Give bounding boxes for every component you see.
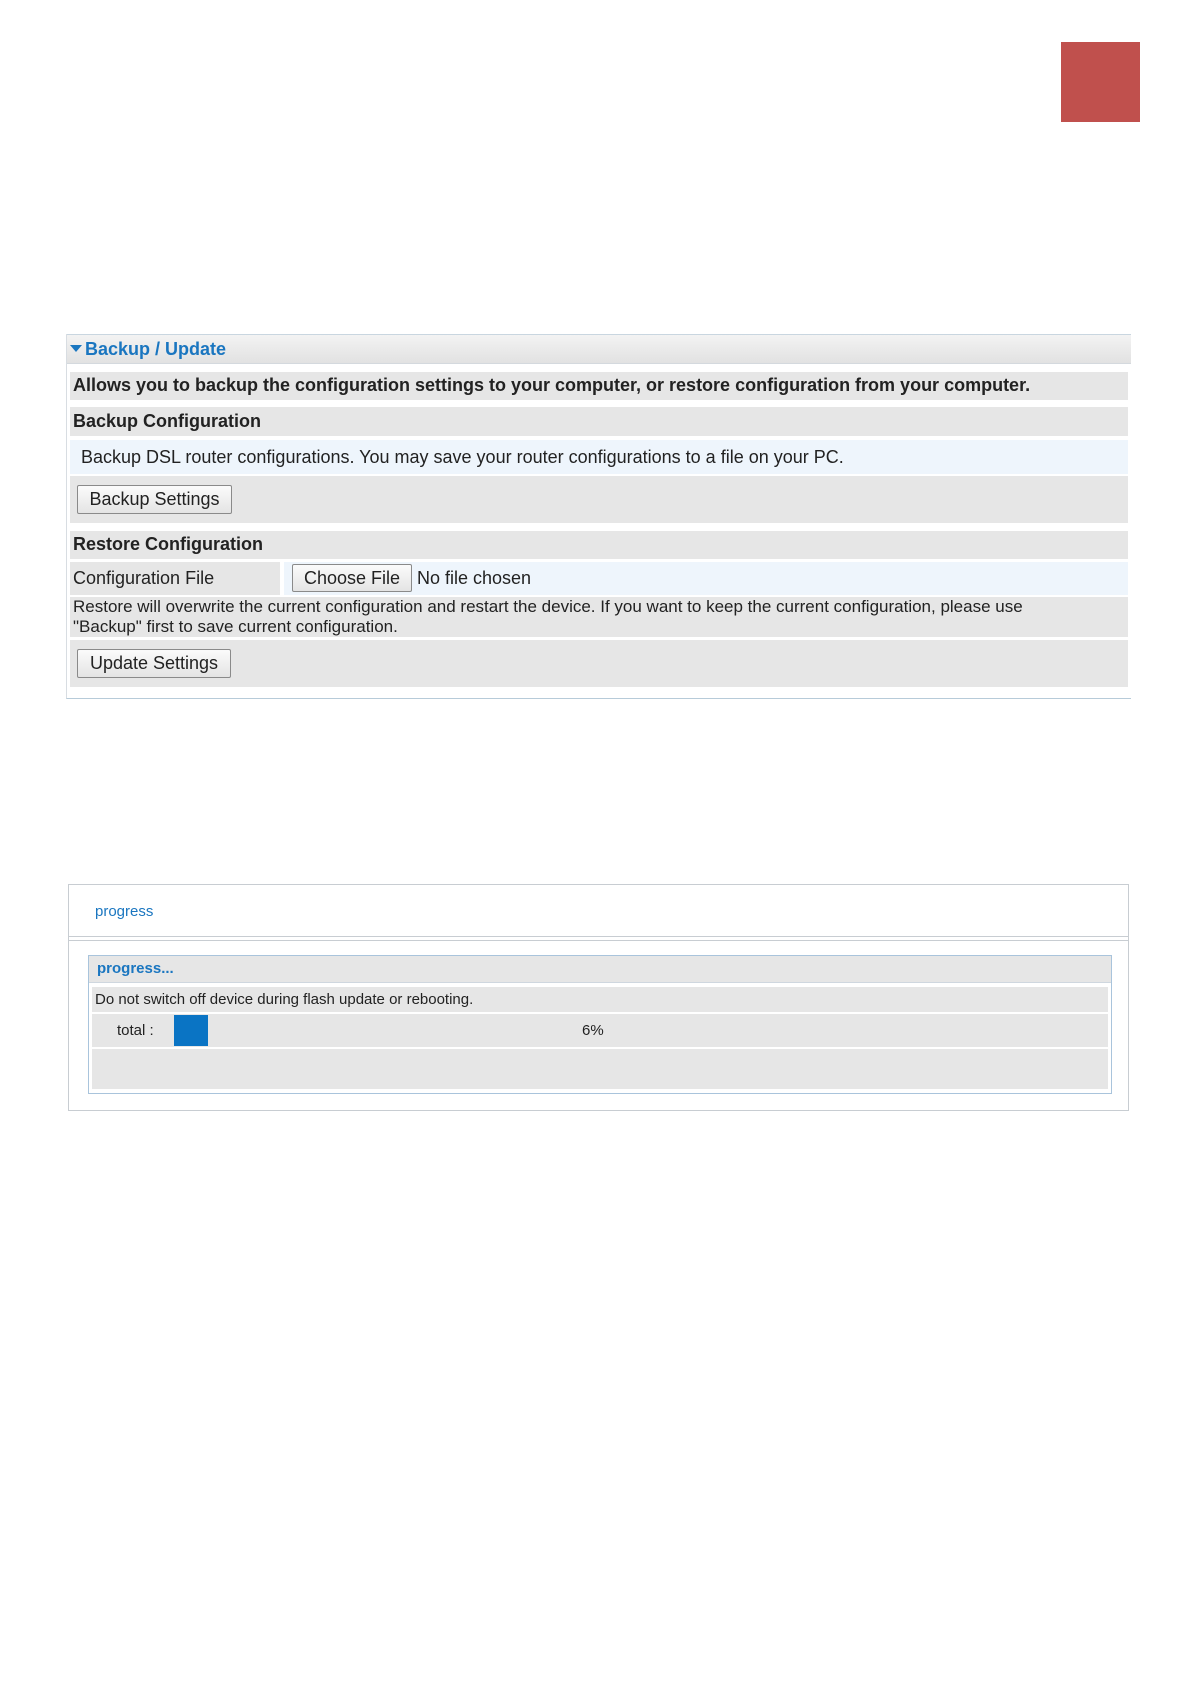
progress-bar-row (92, 1014, 1108, 1047)
warning-text: Do not switch off device during flash update or rebooting. (95, 991, 474, 1008)
backup-heading-row (70, 407, 1128, 436)
config-file-value-cell (284, 562, 1128, 595)
warning-row (92, 987, 1108, 1012)
progress-bar-fill (174, 1015, 208, 1046)
backup-description-row (70, 440, 1128, 474)
divider (69, 936, 1128, 937)
file-status-text: No file chosen (417, 568, 532, 588)
progress-panel (68, 884, 1129, 1111)
collapse-triangle-icon[interactable] (70, 345, 82, 352)
config-file-label: Configuration File (73, 568, 215, 588)
backup-description: Backup DSL router configurations. You may save your router configurations to a file on your PC. (81, 447, 844, 467)
total-label: total : (117, 1022, 154, 1039)
empty-row (92, 1049, 1108, 1089)
progress-bar-track (174, 1015, 594, 1046)
restore-note-line-2: "Backup" first to save current configuration. (73, 617, 398, 636)
restore-heading-row (70, 531, 1128, 559)
progress-inner-box (88, 955, 1112, 1094)
backup-settings-button[interactable]: Backup Settings (77, 485, 232, 514)
update-button-row (70, 640, 1128, 687)
progress-title: progress (95, 903, 154, 920)
backup-heading: Backup Configuration (73, 411, 261, 431)
panel-title: Backup / Update (85, 339, 227, 359)
divider (69, 940, 1128, 941)
restore-heading: Restore Configuration (73, 534, 264, 554)
progress-percent: 6% (582, 1022, 604, 1039)
progress-inner-header (89, 956, 1111, 983)
config-file-label-cell (70, 562, 280, 595)
page-corner-mark (1061, 42, 1140, 122)
restore-note-line-1: Restore will overwrite the current configuration and restart the device. If you want to keep the current configuration, please use (73, 597, 1023, 616)
update-settings-button[interactable]: Update Settings (77, 649, 231, 678)
backup-button-row (70, 476, 1128, 523)
restore-note-row (70, 597, 1128, 637)
progress-inner-title: progress... (97, 960, 174, 977)
choose-file-button[interactable]: Choose File (292, 564, 412, 592)
intro-text: Allows you to backup the configuration settings to your computer, or restore configuration from your computer. (73, 375, 1031, 395)
config-file-row (70, 562, 1128, 595)
intro-row (70, 372, 1128, 400)
panel-header[interactable] (67, 334, 1131, 364)
backup-update-panel (66, 334, 1131, 699)
